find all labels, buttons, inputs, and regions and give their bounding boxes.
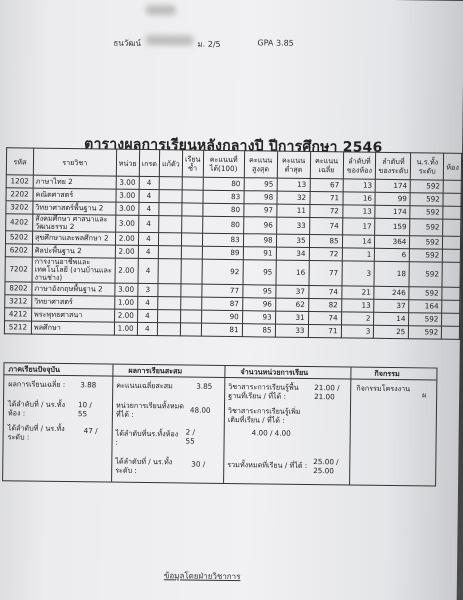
cell-room-rank: 13: [343, 179, 376, 192]
cell-empty: [443, 249, 461, 262]
cell-score: 81: [201, 323, 242, 336]
cell-empty: [181, 284, 202, 297]
cumulative-units-label: หน่วยการเรียนทั้งหมดที่ได้ :: [115, 400, 185, 419]
cell-code: 3212: [5, 295, 32, 308]
cell-empty: [442, 313, 460, 326]
cell-subject: การงานอาชีพและเทคโนโลยี (งานบ้านและงานช่าง): [32, 257, 115, 283]
cell-empty: [181, 259, 202, 284]
cell-avg: 74: [309, 217, 342, 234]
cell-level-rank: 25: [374, 325, 409, 338]
cell-subject: ภาษาอังกฤษพื้นฐาน 2: [32, 282, 115, 296]
cell-level-rank: 14: [374, 312, 409, 325]
cell-code: 2202: [6, 188, 33, 201]
cell-score: 90: [201, 310, 242, 323]
cell-max: 98: [244, 191, 277, 204]
cell-empty: [159, 233, 182, 246]
cell-grade: 3: [138, 283, 159, 296]
cell-grade: 4: [139, 176, 160, 189]
cell-max: 96: [242, 298, 275, 311]
cell-room-rank: 17: [342, 218, 375, 235]
summary-col-divider: [111, 365, 113, 482]
cell-level-rank: 174: [375, 205, 410, 218]
cell-grade: 4: [137, 296, 158, 309]
cell-subject: วิทยาศาสตร์พื้นฐาน 2: [33, 201, 116, 215]
grades-table: [4, 147, 462, 340]
cell-unit: 3.00: [115, 215, 138, 232]
col-grade: เกรด: [139, 149, 160, 176]
cell-empty: [159, 177, 182, 190]
redacted-mark: [146, 5, 176, 15]
cell-empty: [180, 323, 201, 336]
col-repeat: เรียนซ้ำ: [182, 150, 203, 177]
col-unit: หน่วย: [116, 149, 139, 176]
cell-avg: 71: [308, 324, 341, 337]
cell-subject: คณิตศาสตร์: [33, 188, 116, 202]
col-room: ห้อง: [444, 153, 462, 180]
cell-max: 95: [243, 260, 276, 285]
cell-unit: 2.00: [115, 258, 138, 283]
current-gpa-value: 3.88: [80, 380, 97, 390]
cell-empty: [443, 206, 461, 219]
cell-total: 592: [410, 180, 443, 193]
cell-total: 592: [409, 326, 442, 339]
cell-score: 92: [202, 259, 243, 284]
cell-score: 80: [202, 216, 243, 233]
cell-empty: [182, 203, 203, 216]
cell-unit: 3.00: [115, 283, 138, 296]
cell-score: 77: [202, 284, 243, 297]
footer-note: ข้อมูลโดยฝ่ายวิชาการ: [163, 571, 241, 582]
cumulative-gpa-label: คะแนนเฉลี่ยสะสม: [116, 380, 173, 391]
cell-total: 592: [410, 219, 443, 236]
col-total: น.ร.ทั้งระดับ: [411, 153, 444, 180]
units-total-value: 25.00 / 25.00: [313, 457, 339, 476]
current-gpa-label: ผลการเรียนเฉลี่ย :: [8, 379, 66, 390]
cell-code: 4212: [5, 308, 32, 321]
cell-room-rank: 1: [342, 248, 375, 261]
cell-level-rank: 364: [375, 235, 410, 248]
cumulative-level-rank-value: 30 /: [191, 459, 206, 469]
cell-empty: [181, 216, 202, 233]
col-level-rank: ลำดับที่ของระดับ: [376, 152, 411, 179]
cell-level-rank: 37: [374, 299, 409, 312]
cell-grade: 4: [138, 215, 159, 232]
cell-total: 592: [409, 313, 442, 326]
cell-empty: [443, 180, 461, 193]
student-class: ม. 2/5: [197, 39, 221, 49]
cell-empty: [159, 203, 182, 216]
cell-grade: 4: [138, 258, 159, 283]
col-subject: รายวิชา: [33, 148, 116, 176]
col-code: รหัส: [6, 148, 33, 175]
cell-empty: [443, 236, 461, 249]
cell-total: 592: [409, 287, 442, 300]
cell-code: 5202: [5, 231, 32, 244]
cell-total: 592: [410, 206, 443, 219]
cell-empty: [159, 216, 182, 233]
cell-subject: สุขศึกษาและพลศึกษา 2: [32, 231, 115, 245]
cumulative-room-rank-value: 2 / 55: [185, 427, 196, 446]
cell-total: 592: [410, 193, 443, 206]
cell-empty: [443, 193, 461, 206]
cell-empty: [443, 219, 461, 236]
cell-avg: 74: [308, 311, 341, 324]
units-basic-value: 21.00 / 21.00: [314, 383, 340, 402]
cell-code: 7202: [5, 257, 32, 282]
cell-max: 93: [242, 311, 275, 324]
summary-head-cumulative: ผลการเรียนสะสม: [128, 365, 183, 376]
units-basic-label: วิชาสาระการเรียนรู้พื้นฐานที่เรียน / ที่ได้ :: [228, 382, 299, 401]
cell-empty: [442, 300, 460, 313]
cell-empty: [180, 297, 201, 310]
cell-empty: [158, 284, 181, 297]
cumulative-level-rank-label: ได้ลำดับที่ / นร.ทั้งระดับ :: [115, 456, 173, 475]
activity-result: ผ: [422, 390, 427, 400]
cell-room-rank: 16: [342, 192, 375, 205]
cell-max: 95: [244, 178, 277, 191]
cell-grade: 4: [139, 189, 160, 202]
cell-grade: 4: [138, 232, 159, 245]
cell-min: 31: [275, 311, 308, 324]
cell-empty: [182, 177, 203, 190]
units-extra-label: วิชาสาระการเรียนรู้เพิ่มเติมที่เรียน / ที่ได้ :: [227, 406, 301, 425]
cell-min: 62: [275, 298, 308, 311]
cell-min: 34: [276, 247, 309, 260]
summary-col-divider: [349, 367, 351, 484]
cell-max: 85: [242, 324, 275, 337]
units-extra-value: 4.00 / 4.00: [251, 428, 291, 438]
cell-empty: [181, 246, 202, 259]
activity-item: กิจกรรมโครงงาน: [356, 383, 411, 394]
units-total-label: รวมทั้งหมดที่เรียน / ที่ได้ :: [227, 460, 308, 470]
gpa-header: GPA 3.85: [257, 38, 294, 48]
cell-max: 91: [243, 247, 276, 260]
cell-unit: 1.00: [114, 296, 137, 309]
cell-subject: สังคมศึกษา ศาสนาและวัฒนธรรม 2: [33, 214, 116, 232]
student-name: ธนวัฒน์: [113, 38, 142, 48]
cell-code: 4202: [6, 214, 33, 231]
cell-score: 83: [202, 233, 243, 246]
current-room-rank-value: 10 / 55: [77, 400, 92, 419]
cell-max: 95: [242, 285, 275, 298]
cell-score: 80: [203, 177, 244, 190]
cell-level-rank: 6: [375, 248, 410, 261]
cell-avg: 71: [310, 191, 343, 204]
cell-grade: 4: [139, 202, 160, 215]
col-avg: คะแนนเฉลี่ย: [310, 151, 343, 178]
current-level-rank-label: ได้ลำดับที่ / นร.ทั้งระดับ :: [7, 423, 65, 442]
cell-empty: [158, 297, 181, 310]
page-title: ตารางผลการเรียนหลังกลางปี ปีการศึกษา 2546: [84, 136, 383, 156]
summary-col-divider: [223, 366, 225, 483]
cell-unit: 1.00: [114, 322, 137, 335]
current-level-rank-value: 47 /: [83, 426, 98, 436]
cell-code: 1202: [6, 175, 33, 188]
cell-empty: [157, 323, 180, 336]
cell-room-rank: 14: [342, 235, 375, 248]
cell-subject: พลศึกษา: [31, 321, 114, 335]
cell-min: 16: [276, 260, 309, 285]
cell-code: 5212: [4, 321, 31, 334]
cell-code: 6202: [5, 244, 32, 257]
cell-unit: 3.00: [116, 189, 139, 202]
cell-room-rank: 21: [341, 286, 374, 299]
cell-subject: วิทยาศาสตร์: [32, 295, 115, 309]
cell-total: 592: [409, 262, 442, 287]
cell-min: 32: [277, 191, 310, 204]
cell-empty: [442, 287, 460, 300]
cell-score: 80: [203, 203, 244, 216]
summary-head-current: ภาคเรียนปัจจุบัน: [8, 364, 61, 374]
cell-total: 164: [409, 300, 442, 313]
cell-avg: 85: [309, 234, 342, 247]
cell-avg: 72: [309, 204, 342, 217]
col-retake: แก้ตัว: [159, 150, 182, 177]
col-room-rank: ลำดับที่ของห้อง: [343, 152, 376, 179]
cell-max: 97: [243, 204, 276, 217]
cell-unit: 3.00: [116, 202, 139, 215]
cell-empty: [159, 190, 182, 203]
cell-unit: 2.00: [115, 232, 138, 245]
cell-grade: 4: [137, 309, 158, 322]
cell-unit: 2.00: [115, 245, 138, 258]
cell-min: 35: [276, 234, 309, 247]
cell-avg: 77: [309, 260, 342, 285]
cell-room-rank: 3: [342, 261, 375, 286]
col-score: คะแนนที่ได้(100): [203, 150, 244, 177]
cell-score: 87: [201, 297, 242, 310]
cell-level-rank: 159: [375, 218, 410, 235]
cell-level-rank: 18: [374, 261, 409, 286]
cell-unit: 3.00: [116, 176, 139, 189]
cell-unit: 2.00: [114, 309, 137, 322]
cell-total: 592: [410, 236, 443, 249]
cell-max: 98: [243, 234, 276, 247]
cumulative-units-value: 48.00: [189, 405, 211, 415]
cell-avg: 67: [310, 178, 343, 191]
cell-score: 83: [203, 190, 244, 203]
cell-subject: พระพุทธศาสนา: [32, 308, 115, 322]
cell-subject: ศิลปะพื้นฐาน 2: [32, 244, 115, 258]
cumulative-room-rank-label: ได้ลำดับที่นร.ทั้งห้อง :: [115, 428, 179, 447]
cell-room-rank: 13: [342, 205, 375, 218]
cell-empty: [158, 246, 181, 259]
cell-min: 33: [276, 217, 309, 234]
summary-head-units: จำนวนหน่วยการเรียน: [240, 367, 309, 377]
cell-grade: 4: [137, 322, 158, 335]
cell-min: 13: [277, 178, 310, 191]
cell-empty: [180, 310, 201, 323]
cell-avg: 82: [308, 298, 341, 311]
cell-avg: 72: [309, 247, 342, 260]
cell-level-rank: 99: [375, 192, 410, 205]
cell-max: 96: [243, 217, 276, 234]
redacted-name: [145, 35, 193, 46]
cell-room-rank: 3: [341, 325, 374, 338]
cell-empty: [158, 259, 181, 284]
cell-empty: [158, 310, 181, 323]
cell-subject: ภาษาไทย 2: [33, 175, 116, 189]
cell-room-rank: 13: [341, 299, 374, 312]
cell-level-rank: 246: [374, 286, 409, 299]
cell-level-rank: 174: [376, 179, 411, 192]
cell-total: 592: [410, 249, 443, 262]
col-max: คะแนนสูงสุด: [244, 151, 277, 178]
cell-empty: [181, 233, 202, 246]
cell-code: 8202: [5, 282, 32, 295]
cumulative-gpa-value: 3.85: [196, 381, 213, 391]
cell-avg: 74: [308, 285, 341, 298]
cell-min: 33: [275, 324, 308, 337]
cell-score: 89: [202, 246, 243, 259]
cell-empty: [442, 262, 460, 287]
col-min: คะแนนต่ำสุด: [277, 151, 310, 178]
summary-head-activity: กิจกรรม: [374, 368, 400, 379]
cell-min: 11: [276, 204, 309, 217]
current-room-rank-label: ได้ลำดับที่ / นร.ทั้งห้อง :: [7, 399, 66, 418]
summary-box: [2, 362, 437, 486]
cell-min: 37: [275, 285, 308, 298]
cell-empty: [442, 326, 460, 339]
cell-code: 3202: [6, 201, 33, 214]
cell-empty: [182, 190, 203, 203]
cell-grade: 4: [138, 245, 159, 258]
cell-room-rank: 2: [341, 312, 374, 325]
